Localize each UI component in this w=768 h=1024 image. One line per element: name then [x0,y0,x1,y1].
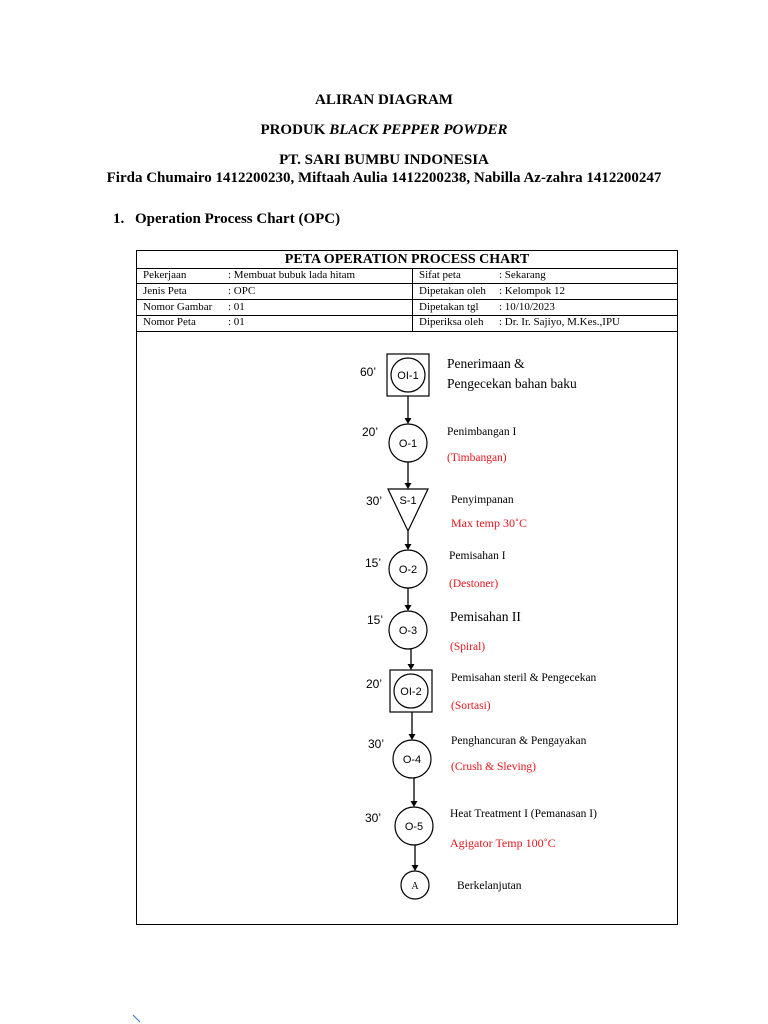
info-right-label: Sifat peta [419,269,461,281]
step-time: 15’ [367,613,384,627]
info-row [137,300,677,316]
info-right-label: Diperiksa oleh [419,316,484,328]
info-left-label: Pekerjaan [143,269,187,281]
info-right-value: : Sekarang [499,269,546,281]
document-title: ALIRAN DIAGRAM [315,92,453,108]
step-time: 20’ [366,677,383,691]
step-note: (Destoner) [449,578,499,590]
section-title: Operation Process Chart (OPC) [135,211,341,227]
info-left-label: Jenis Peta [143,285,187,297]
product-prefix: PRODUK [260,122,330,138]
info-left-value: : Membuat bubuk lada hitam [228,269,356,281]
step-description: Pemisahan steril & Pengecekan [451,672,597,684]
opc-table [136,250,678,925]
info-right-value: : Dr. Ir. Sajiyo, M.Kes.,IPU [499,316,620,328]
stray-mark-icon [130,1012,144,1024]
step-time: 30’ [368,737,385,751]
step-description-line2: Pengecekan bahan baku [447,376,577,391]
info-left-value: : 01 [228,301,245,313]
table-title: PETA OPERATION PROCESS CHART [137,251,677,269]
step-note: (Sortasi) [451,700,491,712]
info-left-label: Nomor Gambar [143,301,213,313]
step-note: (Timbangan) [447,452,507,464]
info-right-value: : Kelompok 12 [499,285,565,297]
step-code: O-4 [402,754,422,766]
step-code: S-1 [399,495,417,507]
step-code: A [411,881,419,892]
step-description: Pemisahan II [450,609,521,624]
step-note: (Spiral) [450,641,486,653]
info-row [137,284,677,300]
step-code: OI-2 [400,686,422,698]
step-time: 30’ [365,811,382,825]
step-code: O-1 [398,438,418,450]
step-time: 15’ [365,556,382,570]
step-code: O-5 [404,821,424,833]
info-row [137,268,677,284]
step-code: O-2 [398,564,418,576]
step-description: Heat Treatment I (Pemanasan I) [450,808,597,820]
product-line [0,122,768,139]
step-description: Berkelanjutan [457,880,522,892]
step-note: Agigator Temp 100˚C [450,836,556,850]
step-code: O-3 [398,625,418,637]
step-description: Penyimpanan [451,494,514,506]
info-row [137,315,677,330]
step-time: 60’ [360,365,377,379]
info-left-value: : OPC [228,285,256,297]
step-description: Penimbangan I [447,426,517,438]
info-right-label: Dipetakan oleh [419,285,486,297]
info-right-value: : 10/10/2023 [499,301,555,313]
info-left-value: : 01 [228,316,245,328]
step-code: OI-1 [397,370,419,382]
step-description: Penerimaan & [447,356,525,371]
step-description: Penghancuran & Pengayakan [451,735,587,747]
authors-line: Firda Chumairo 1412200230, Miftaah Aulia 1412200238, Nabilla Az-zahra 1412200247 [106,170,662,186]
section-heading [113,211,340,228]
company-name: PT. SARI BUMBU INDONESIA [279,152,489,168]
step-note: Max temp 30˚C [451,516,527,530]
step-time: 30’ [366,494,383,508]
info-left-label: Nomor Peta [143,316,196,328]
table-divider [137,331,677,332]
info-right-label: Dipetakan tgl [419,301,479,313]
product-name: BLACK PEPPER POWDER [329,122,508,138]
step-note: (Crush & Sleving) [451,761,536,773]
step-time: 20’ [362,425,379,439]
step-description: Pemisahan I [449,550,506,562]
section-number: 1. [113,211,125,227]
